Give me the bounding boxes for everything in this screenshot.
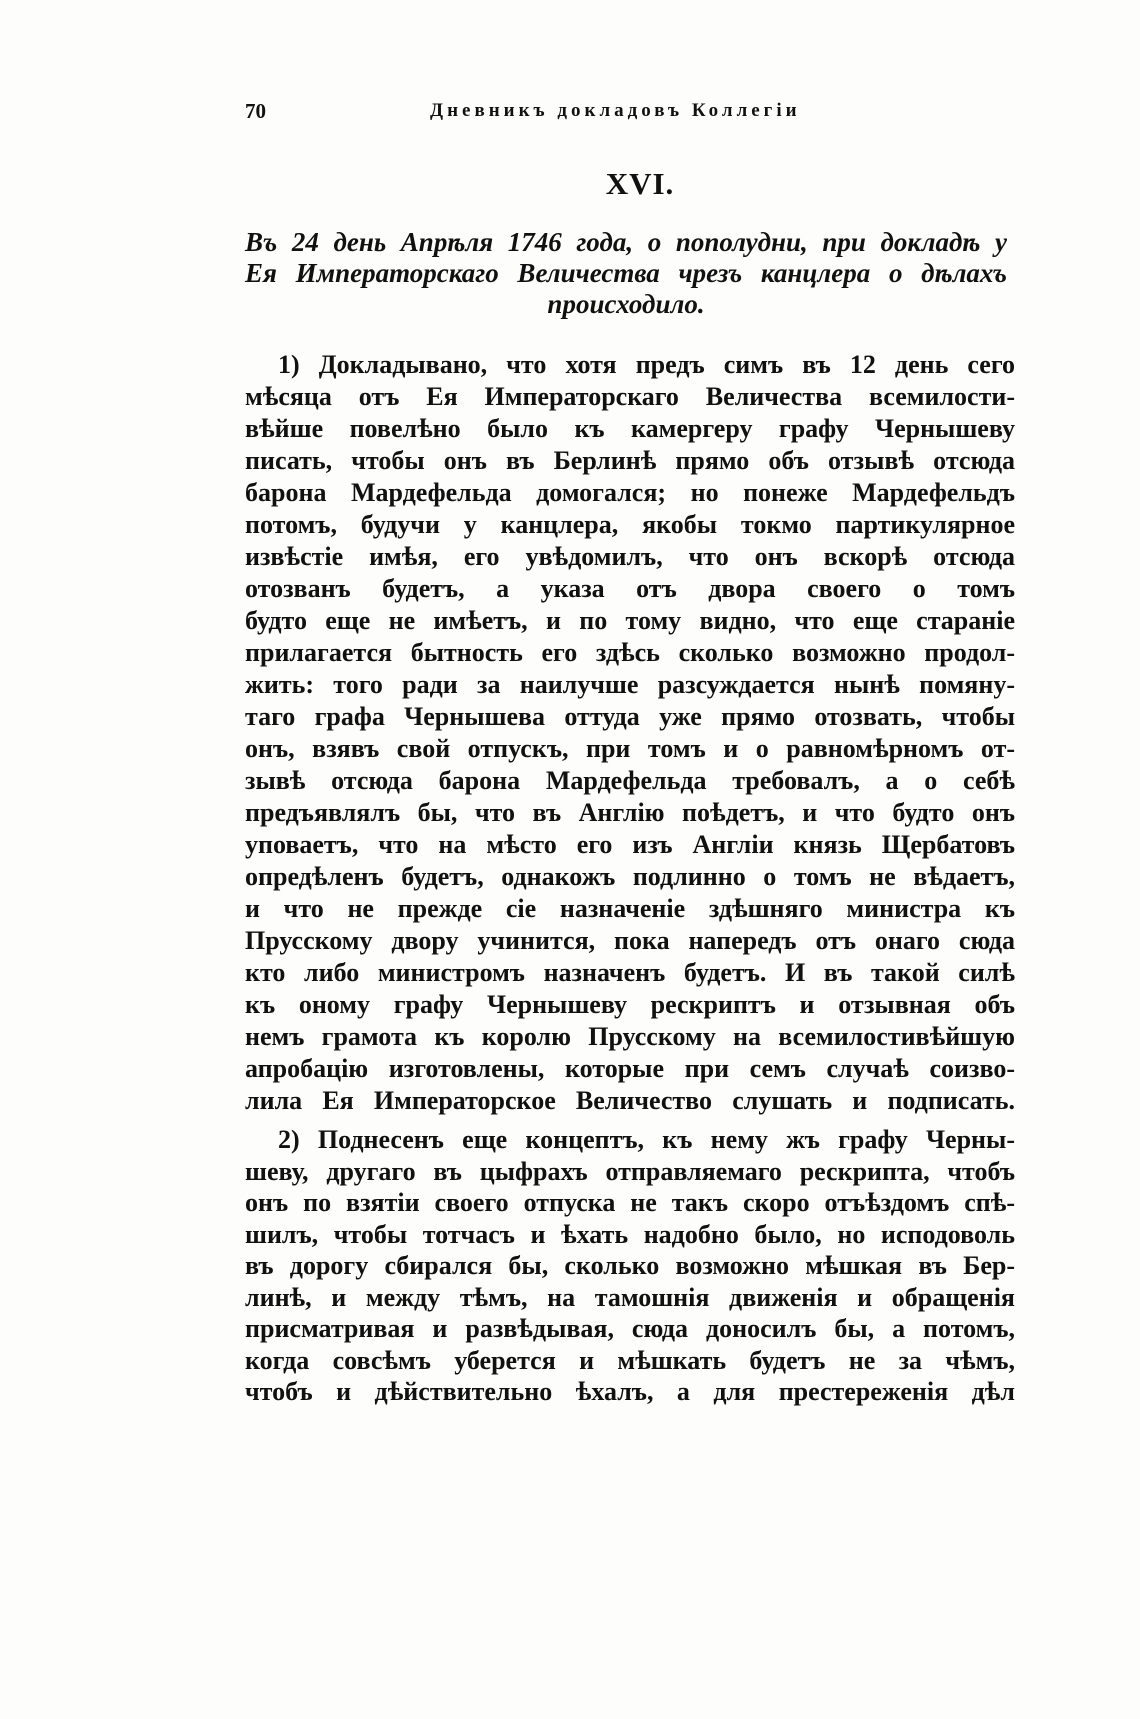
heading-line: происходило. [547, 289, 705, 319]
text-line: извѣстіе имѣя, его увѣдомилъ, что онъ вскорѣ отсюда [245, 542, 1015, 571]
text-line: присматривая и развѣдывая, сюда доносилъ бы, а потомъ, [245, 1314, 1015, 1343]
text-line: чтобъ и дѣйствительно ѣхалъ, а для престереженія дѣл [245, 1377, 1015, 1406]
text-line: прилагается бытность его здѣсь сколько возможно продол- [245, 638, 1015, 667]
section-heading [245, 227, 1007, 320]
text-line: шеву, другаго въ цыфрахъ отправляемаго рескрипта, чтобъ [245, 1156, 1015, 1186]
text-line: жить: того ради за наилучше разсуждается нынѣ помяну- [245, 670, 1015, 699]
text-line: въ дорогу сбирался бы, сколько возможно мѣшкая въ Бер- [245, 1251, 1015, 1280]
text-line: предъявлялъ бы, что въ Англію поѣдетъ, и что будто онъ [245, 798, 1015, 827]
text-line: шилъ, чтобы тотчасъ и ѣхать надобно было, но исподоволь [245, 1219, 1015, 1249]
running-head [245, 96, 1015, 126]
text-line: отозванъ будетъ, а указа отъ двора своего о томъ [245, 574, 1015, 603]
text-line: 2) Поднесенъ еще концептъ, къ нему жъ графу Черны- [278, 1125, 1015, 1154]
text-line: 1) Докладывано, что хотя предъ симъ въ 12 день сего [278, 350, 1015, 379]
section-numeral: XVI. [605, 166, 675, 201]
paragraph-2 [245, 1124, 1015, 1408]
text-line: писать, чтобы онъ въ Берлинѣ прямо объ отзывѣ отсюда [245, 446, 1015, 475]
text-line: барона Мардефельда домогался; но понеже Мардефельдъ [245, 478, 1015, 507]
page-number: 70 [245, 99, 266, 123]
paragraph-1 [245, 349, 1015, 1117]
text-line: будто еще не имѣетъ, и по тому видно, что еще стараніе [245, 606, 1015, 635]
text-line: Прусскому двору учинится, пока напередъ отъ онаго сюда [245, 926, 1015, 955]
heading-line: Въ 24 день Апрѣля 1746 года, о пополудни, при докладѣ у [245, 227, 1007, 257]
heading-line: Ея Императорскаго Величества чрезъ канцлера о дѣлахъ [245, 258, 1007, 288]
text-line: апробацію изготовлены, которые при семъ случаѣ соизво- [245, 1054, 1015, 1083]
text-line: линѣ, и между тѣмъ, на тамошнія движенія и обращенія [245, 1282, 1015, 1312]
text-line: когда совсѣмъ уберется и мѣшкать будетъ не за чѣмъ, [245, 1345, 1015, 1375]
running-head-title: Дневникъ докладовъ Коллегіи [430, 100, 801, 121]
text-line: опредѣленъ будетъ, однакожъ подлинно о томъ не вѣдаетъ, [245, 862, 1015, 891]
text-line: уповаетъ, что на мѣсто его изъ Англіи князь Щербатовъ [245, 830, 1015, 859]
text-line: къ оному графу Чернышеву рескриптъ и отзывная объ [245, 990, 1015, 1019]
text-line: немъ грамота къ королю Прусскому на всемилостивѣйшую [245, 1022, 1015, 1051]
text-line: потомъ, будучи у канцлера, якобы токмо партикулярное [245, 510, 1015, 539]
text-line: онъ по взятіи своего отпуска не такъ скоро отъѣздомъ спѣ- [245, 1188, 1015, 1217]
text-line: онъ, взявъ свой отпускъ, при томъ и о равномѣрномъ от- [245, 734, 1015, 763]
text-line: вѣйше повелѣно было къ камергеру графу Чернышеву [245, 414, 1015, 443]
text-line: и что не прежде сіе назначеніе здѣшняго министра къ [245, 894, 1015, 923]
text-line: мѣсяца отъ Ея Императорскаго Величества всемилости- [245, 382, 1015, 411]
text-line: таго графа Чернышева оттуда уже прямо отозвать, чтобы [245, 702, 1015, 731]
text-line: зывѣ отсюда барона Мардефельда требовалъ, а о себѣ [245, 766, 1015, 795]
text-line: кто либо министромъ назначенъ будетъ. И въ такой силѣ [245, 958, 1015, 987]
text-line: лила Ея Императорское Величество слушать и подписать. [245, 1086, 1015, 1115]
